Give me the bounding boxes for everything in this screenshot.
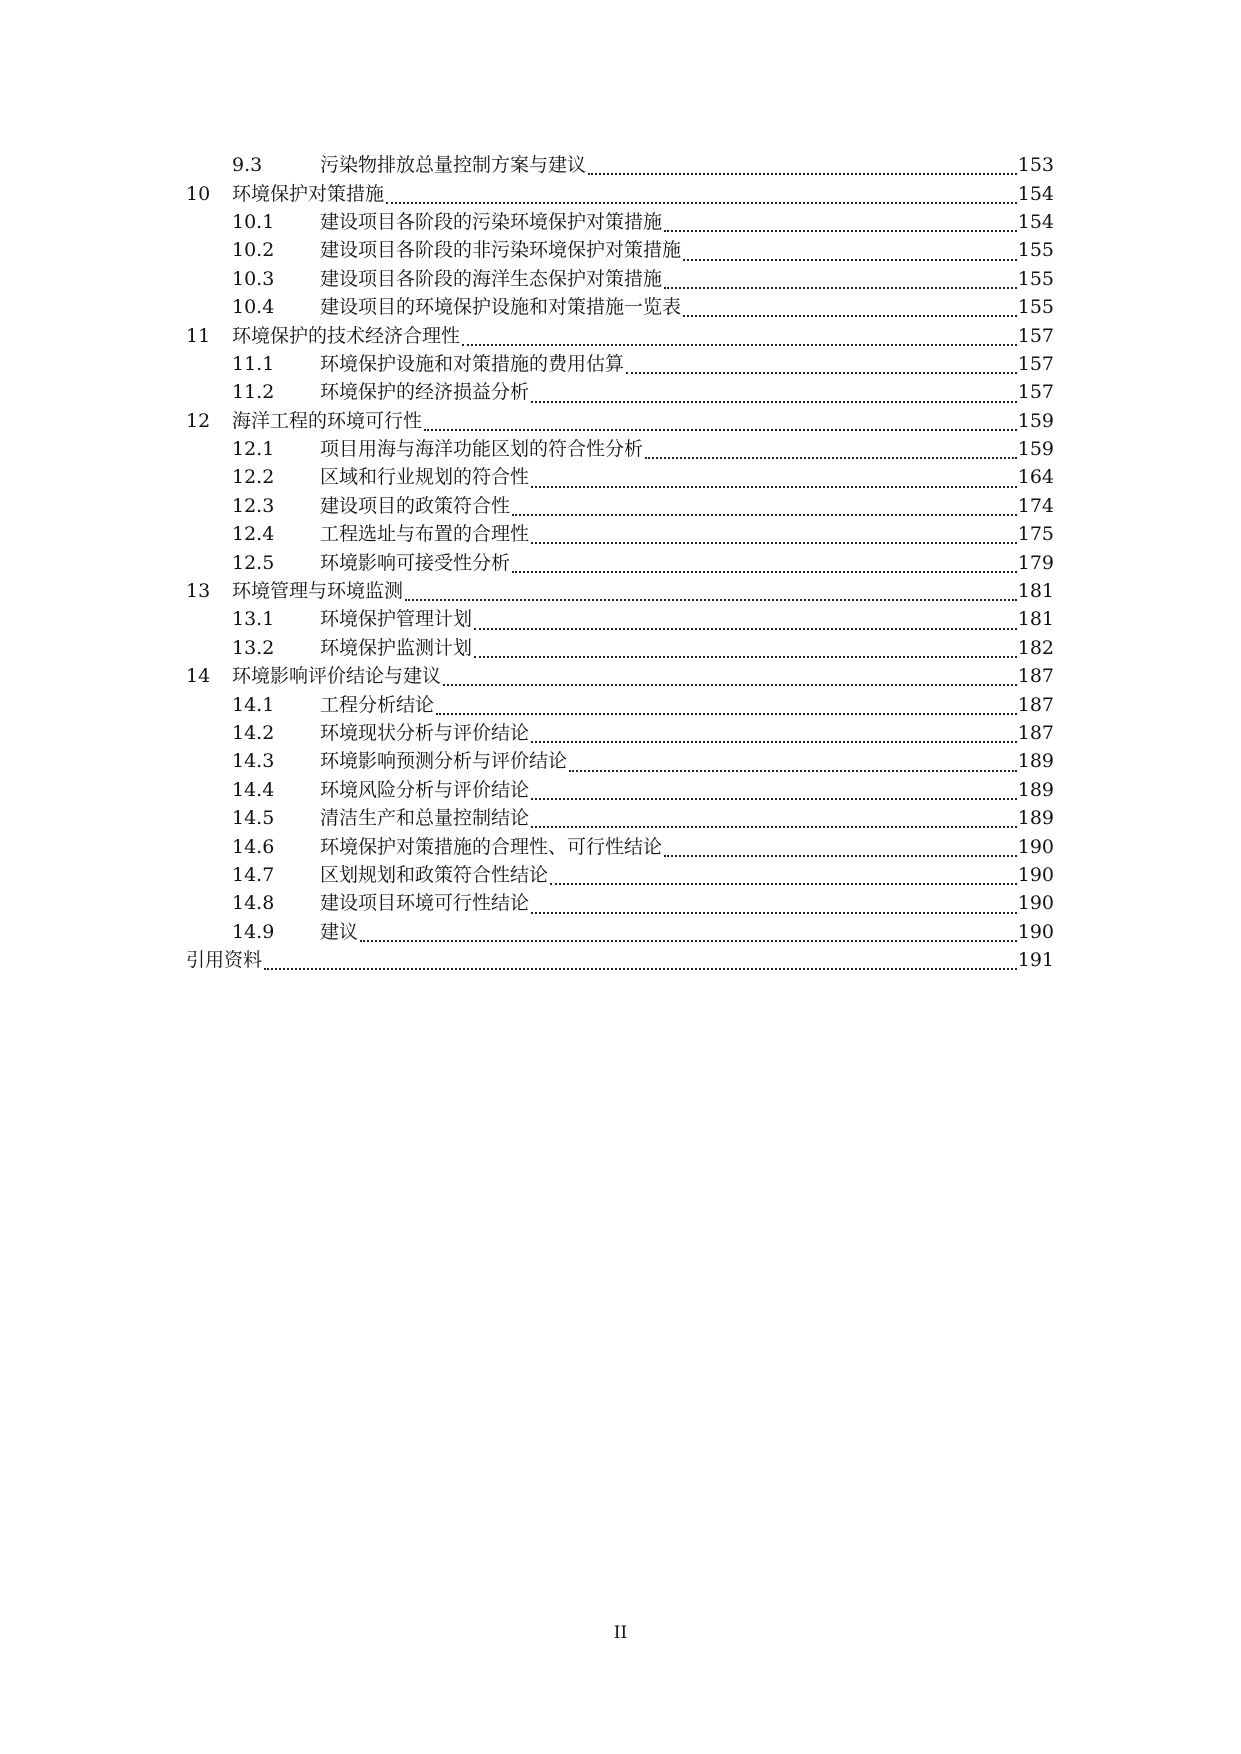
toc-entry-title: 环境管理与环境监测 <box>232 580 404 603</box>
toc-entry[interactable] <box>186 946 1054 974</box>
toc-entry-page: 187 <box>1017 722 1054 744</box>
toc-entry-title: 建设项目的政策符合性 <box>320 494 511 517</box>
toc-entry[interactable] <box>186 407 1054 435</box>
toc-entry-page: 155 <box>1017 267 1054 290</box>
toc-entry-page: 189 <box>1017 807 1054 830</box>
toc-entry[interactable] <box>186 861 1054 889</box>
toc-entry-page: 190 <box>1017 835 1054 858</box>
toc-entry-number: 14.3 <box>232 750 275 773</box>
toc-entry-number: 11.2 <box>232 381 275 404</box>
toc-entry-title: 环境风险分析与评价结论 <box>320 778 530 801</box>
toc-entry-title: 环境现状分析与评价结论 <box>320 722 530 744</box>
toc-entry-number: 14.9 <box>232 920 275 943</box>
toc-entry-number: 12.5 <box>232 551 275 574</box>
toc-entry-page: 187 <box>1017 693 1054 716</box>
toc-entry-title: 建设项目各阶段的污染环境保护对策措施 <box>320 210 663 233</box>
toc-entry[interactable] <box>186 918 1054 946</box>
toc-entry-number: 10 <box>186 182 211 205</box>
toc-dot-leader <box>531 776 1017 800</box>
toc-entry[interactable] <box>186 265 1054 293</box>
toc-dot-leader <box>462 322 1017 346</box>
toc-entry-title: 建设项目的环境保护设施和对策措施一览表 <box>320 296 682 319</box>
toc-entry-page: 191 <box>1017 949 1054 972</box>
toc-entry[interactable] <box>186 832 1054 860</box>
toc-entry-page: 157 <box>1017 324 1054 347</box>
toc-entry[interactable] <box>186 804 1054 832</box>
toc-entry-number: 14.7 <box>232 863 275 886</box>
toc-dot-leader <box>264 946 1017 970</box>
toc-entry-title: 环境影响预测分析与评价结论 <box>320 750 568 773</box>
toc-entry-page: 157 <box>1017 352 1054 375</box>
toc-dot-leader <box>531 804 1017 828</box>
toc-entry-number: 14.8 <box>232 892 275 915</box>
toc-entry-title: 工程选址与布置的合理性 <box>320 523 530 546</box>
toc-entry-page: 154 <box>1017 210 1054 233</box>
toc-entry-page: 190 <box>1017 863 1054 886</box>
toc-dot-leader <box>443 662 1017 686</box>
toc-entry-title: 环境保护的技术经济合理性 <box>232 324 461 347</box>
toc-entry[interactable] <box>186 378 1054 406</box>
toc-dot-leader <box>626 350 1017 374</box>
toc-dot-leader <box>531 890 1017 914</box>
toc-dot-leader <box>531 464 1017 488</box>
toc-entry-number: 12.1 <box>232 438 275 461</box>
toc-entry-title: 工程分析结论 <box>320 693 435 716</box>
toc-dot-leader <box>386 180 1017 204</box>
toc-entry-number: 13.1 <box>232 608 275 631</box>
toc-entry-number: 12 <box>186 409 211 432</box>
toc-entry-page: 155 <box>1017 239 1054 262</box>
toc-entry-page: 181 <box>1017 608 1054 631</box>
toc-dot-leader <box>436 691 1017 715</box>
toc-dot-leader <box>664 208 1017 232</box>
toc-entry[interactable] <box>186 293 1054 321</box>
toc-entry-title: 污染物排放总量控制方案与建议 <box>320 154 587 177</box>
toc-entry-number: 12.4 <box>232 523 275 546</box>
toc-entry-title: 环境影响可接受性分析 <box>320 551 511 574</box>
toc-entry[interactable] <box>186 634 1054 662</box>
toc-entry-page: 190 <box>1017 920 1054 943</box>
toc-entry-page: 189 <box>1017 750 1054 773</box>
toc-entry[interactable] <box>186 350 1054 378</box>
toc-dot-leader <box>512 549 1017 573</box>
toc-entry[interactable] <box>186 605 1054 633</box>
toc-entry[interactable] <box>186 151 1054 179</box>
toc-entry-number: 10.3 <box>232 267 275 290</box>
toc-dot-leader <box>550 861 1017 885</box>
toc-entry-number: 13 <box>186 580 211 603</box>
toc-entry-page: 175 <box>1017 523 1054 546</box>
toc-entry-page: 159 <box>1017 438 1054 461</box>
toc-dot-leader <box>360 918 1017 942</box>
toc-entry-page: 153 <box>1017 154 1054 177</box>
toc-entry-title: 建设项目环境可行性结论 <box>320 892 530 915</box>
toc-dot-leader <box>569 748 1017 772</box>
toc-entry-number: 12.3 <box>232 494 275 517</box>
toc-entry[interactable] <box>186 889 1054 917</box>
toc-entry-title: 项目用海与海洋功能区划的符合性分析 <box>320 438 644 461</box>
toc-dot-leader <box>474 634 1017 658</box>
page-number: II <box>613 1623 628 1643</box>
toc-entry-title: 环境保护对策措施 <box>232 182 385 205</box>
toc-entry[interactable] <box>186 321 1054 349</box>
toc-entry-page: 182 <box>1017 636 1054 659</box>
toc-entry[interactable] <box>186 520 1054 548</box>
toc-dot-leader <box>588 151 1017 175</box>
toc-entry[interactable] <box>186 577 1054 605</box>
toc-dot-leader <box>664 833 1017 857</box>
toc-entry-page: 189 <box>1017 778 1054 801</box>
toc-dot-leader <box>683 293 1017 317</box>
toc-entry-page: 157 <box>1017 381 1054 404</box>
toc-entry[interactable] <box>186 719 1054 747</box>
toc-entry[interactable] <box>186 548 1054 576</box>
toc-entry-number: 14.1 <box>232 693 275 716</box>
toc-entry-number: 10.2 <box>232 239 275 262</box>
toc-entry-title: 环境影响评价结论与建议 <box>232 665 442 688</box>
toc-entry[interactable] <box>186 747 1054 775</box>
toc-entry-page: 181 <box>1017 580 1054 603</box>
toc-dot-leader <box>424 407 1017 431</box>
table-of-contents <box>186 151 1054 974</box>
toc-entry-title: 清洁生产和总量控制结论 <box>320 807 530 830</box>
toc-entry[interactable] <box>186 463 1054 491</box>
toc-dot-leader <box>531 520 1017 544</box>
toc-entry-title: 区域和行业规划的符合性 <box>320 466 530 489</box>
toc-entry-title: 环境保护对策措施的合理性、可行性结论 <box>320 835 663 858</box>
toc-dot-leader <box>531 719 1017 743</box>
toc-dot-leader <box>683 237 1017 261</box>
toc-entry[interactable] <box>186 435 1054 463</box>
toc-entry[interactable] <box>186 492 1054 520</box>
toc-entry-title: 环境保护设施和对策措施的费用估算 <box>320 352 625 375</box>
toc-entry[interactable] <box>186 208 1054 236</box>
toc-dot-leader <box>405 577 1017 601</box>
toc-entry-title: 环境保护的经济损益分析 <box>320 381 530 404</box>
toc-entry-number: 14 <box>186 665 211 688</box>
toc-entry-number: 13.2 <box>232 636 275 659</box>
toc-entry-number: 12.2 <box>232 466 275 489</box>
toc-entry[interactable] <box>186 179 1054 207</box>
toc-entry-number: 9.3 <box>232 154 263 177</box>
toc-entry-title: 引用资料 <box>186 949 263 972</box>
toc-entry-number: 10.1 <box>232 210 275 233</box>
toc-entry-title: 建设项目各阶段的非污染环境保护对策措施 <box>320 239 682 262</box>
toc-entry-title: 建设项目各阶段的海洋生态保护对策措施 <box>320 267 663 290</box>
toc-entry-number: 10.4 <box>232 296 275 319</box>
toc-entry[interactable] <box>186 662 1054 690</box>
toc-entry-title: 环境保护管理计划 <box>320 608 473 631</box>
toc-entry-title: 海洋工程的环境可行性 <box>232 409 423 432</box>
toc-entry-page: 159 <box>1017 409 1054 432</box>
toc-entry[interactable] <box>186 776 1054 804</box>
toc-dot-leader <box>474 606 1017 630</box>
toc-entry-page: 187 <box>1017 665 1054 688</box>
toc-entry-page: 179 <box>1017 551 1054 574</box>
toc-entry[interactable] <box>186 690 1054 718</box>
toc-dot-leader <box>664 265 1017 289</box>
toc-entry-page: 155 <box>1017 296 1054 319</box>
toc-entry-title: 环境保护监测计划 <box>320 636 473 659</box>
toc-dot-leader <box>531 379 1017 403</box>
toc-entry-title: 区划规划和政策符合性结论 <box>320 863 549 886</box>
toc-dot-leader <box>645 435 1017 459</box>
toc-entry-page: 164 <box>1017 466 1054 489</box>
toc-entry-number: 14.2 <box>232 722 275 744</box>
toc-entry-page: 154 <box>1017 182 1054 205</box>
toc-entry-number: 11.1 <box>232 352 275 375</box>
toc-entry-number: 14.5 <box>232 807 275 830</box>
toc-entry-number: 14.6 <box>232 835 275 858</box>
toc-entry-page: 174 <box>1017 494 1054 517</box>
toc-entry-number: 11 <box>186 324 211 347</box>
toc-entry[interactable] <box>186 236 1054 264</box>
toc-entry-number: 14.4 <box>232 778 275 801</box>
toc-entry-title: 建议 <box>320 920 359 943</box>
toc-dot-leader <box>512 492 1017 516</box>
toc-entry-page: 190 <box>1017 892 1054 915</box>
